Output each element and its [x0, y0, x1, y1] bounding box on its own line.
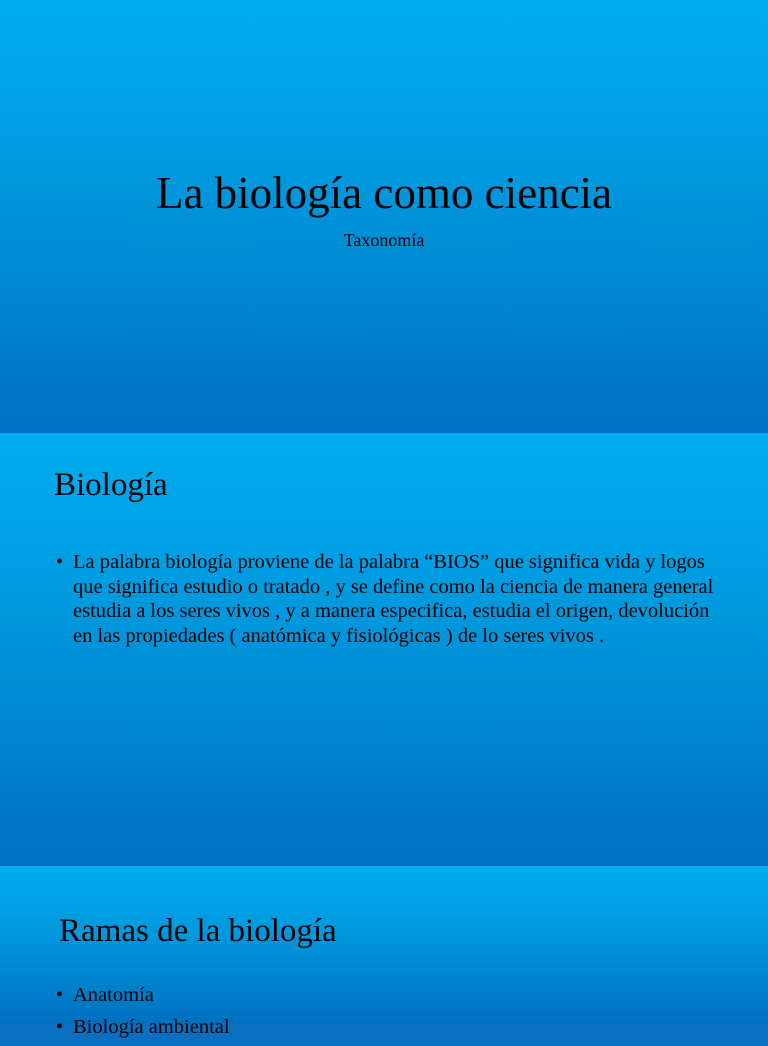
bullet-icon: •	[56, 551, 64, 573]
bullet-item	[56, 550, 726, 648]
bullet-icon: •	[56, 984, 64, 1006]
bullet-item	[56, 983, 726, 1008]
bullet-icon: •	[56, 1015, 64, 1038]
bullet-text: Anatomía	[73, 984, 154, 1006]
bullet-list	[56, 550, 726, 655]
slide-heading: Ramas de la biología	[59, 913, 337, 949]
slide-ramas	[0, 866, 768, 1038]
presentation-title: La biología como ciencia	[155, 168, 613, 218]
slide-biologia	[0, 433, 768, 865]
slide-heading: Biología	[54, 467, 168, 503]
bullet-list	[56, 983, 726, 1046]
slide-title	[0, 0, 768, 432]
bullet-text: La palabra biología proviene de la palabra “BIOS” que significa vida y logos que significa estudio o tratado , y se define como la ciencia de manera general estudia a los seres vivos , y a manera especifica, estudia el origen, devolución en las propiedades ( anatómica y fisiológicas ) de lo seres vivos .	[73, 551, 714, 647]
bullet-text: Biología ambiental	[73, 1015, 230, 1038]
presentation-subtitle: Taxonomía	[343, 230, 425, 250]
bullet-item	[56, 1015, 726, 1040]
